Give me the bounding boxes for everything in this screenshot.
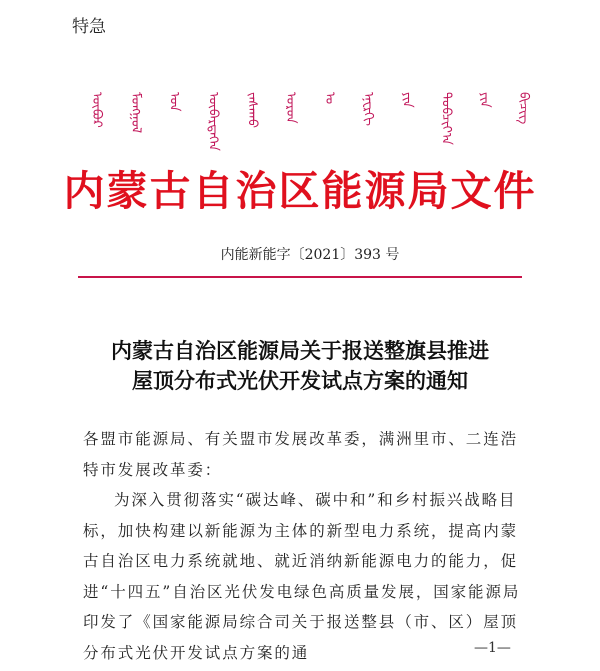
mongolian-word: ᠥᠪᠥᠷ xyxy=(89,92,104,128)
paragraph: 为深入贯彻落实“碳达峰、碳中和”和乡村振兴战略目标，加快构建以新能源为主体的新型电力系统，提高内蒙古自治区电力系统就地、就近消纳新能源电力的能力，促进“十四五”自治区光伏发电绿色高质量发展，国家能源局印发了《国家能源局综合司关于报送整县（市、区）屋顶分布式光伏开发试点方案的通 xyxy=(83,491,521,662)
mongolian-word: ᠶᠢᠨ xyxy=(399,92,415,108)
mongolian-header xyxy=(90,92,530,152)
mongolian-word: ᠶᠢᠨ xyxy=(477,92,493,108)
mongolian-word: ᠵᠠᠰᠠᠬᠤ xyxy=(244,92,260,129)
body-text xyxy=(83,424,523,668)
page-number: —1— xyxy=(474,640,511,656)
mongolian-word: ᠤ xyxy=(321,92,337,105)
mongolian-word: ᠡᠨᠧᠷᠭᠢ xyxy=(360,92,376,126)
notice-title-line: 内蒙古自治区能源局关于报送整旗县推进 xyxy=(111,338,489,363)
mongolian-word: ᠮᠣᠩᠭᠣᠯ xyxy=(127,92,143,134)
addressee: 各盟市能源局、有关盟市发展改革委，满洲里市、二连浩特市发展改革委： xyxy=(83,430,519,479)
urgency-mark: 特急 xyxy=(72,17,106,37)
mongolian-word: ᠣᠷᠣᠨ xyxy=(283,92,299,124)
mongolian-word: ᠤᠨ xyxy=(166,92,182,112)
document-number: 内能新能字〔2021〕393 号 xyxy=(220,247,400,263)
mongolian-word: ᠲᠣᠪᠴᠢᠶ᠎ᠠ xyxy=(438,92,454,145)
notice-title-line: 屋顶分布式光伏开发试点方案的通知 xyxy=(132,368,468,393)
issuer-title: 内蒙古自治区能源局文件 xyxy=(63,167,537,215)
red-divider xyxy=(78,276,522,278)
mongolian-word: ᠥᠪᠡᠷᠲᠡᠭᠡᠨ xyxy=(205,92,221,151)
mongolian-word: ᠪᠢᠴᠢᠭ xyxy=(515,92,531,125)
notice-title xyxy=(0,336,600,396)
